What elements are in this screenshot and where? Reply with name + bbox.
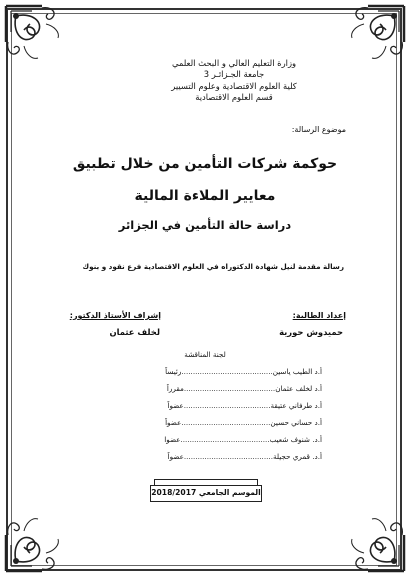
thesis-title-line-1: حوكمة شركات التأمين من خلال تطبيق [72,156,338,172]
corner-ornament-bottom-right [342,509,408,575]
committee-member [116,418,322,427]
institution-header [170,58,298,104]
committee-member [116,367,322,376]
subject-label: موضوع الرسالة: [291,125,346,134]
thesis-statement: رسالة مقدمة لنيل شهادة الدكتوراه في العلوم الاقتصادية فرع نقود و بنوك [82,262,344,271]
committee-title: لجنة المناقشة [184,350,226,359]
member-name: أ.د الطيب ياسين [272,367,322,376]
supervisor-label: إشراف الأستاذ الدكتور: [69,311,161,320]
member-name: أ.د طرفاني عتيقة [270,401,322,410]
member-name: أ.د. قمري حجيلة [272,452,322,461]
supervisor-name: لخلف عثمان [109,327,160,337]
thesis-subtitle: دراسة حالة التأمين في الجزائر [118,218,292,232]
member-name: أ.د لخلف عثمان [275,384,322,393]
corner-ornament-top-left [2,2,68,68]
member-role: عضوا [164,435,181,444]
corner-ornament-bottom-left [2,509,68,575]
faculty-line: كلية العلوم الاقتصادية وعلوم التسيير [171,80,297,91]
member-role: عضواً [165,418,182,427]
member-name: أ.د. شنوف شعيب [269,435,322,444]
thesis-title-line-2: معايير الملاءة المالية [134,188,276,204]
department-line: قسم العلوم الاقتصادية [195,92,273,103]
member-dots: ....................................... [181,418,271,427]
committee-member [116,435,322,444]
member-dots: ........................................ [181,367,273,376]
member-name: أ.د حساني حسين [270,418,322,427]
member-role: عضواً [167,452,184,461]
committee-member [116,384,322,393]
committee-member [116,401,322,410]
member-dots: ...................................... [183,401,271,410]
member-dots: ....................................... [183,452,273,461]
member-role: عضواً [167,401,184,410]
member-dots: ....................................... [180,435,270,444]
academic-year-box: الموسم الجامعي 2018/2017 [150,485,262,502]
committee-member [116,452,322,461]
member-dots: ........................................ [183,384,276,393]
prepared-by-label: إعداد الطالبة: [292,311,346,320]
member-role: رئيساً [165,367,182,376]
member-role: مقرراً [166,384,184,393]
ministry-line: وزارة التعليم العالي و البحث العلمي [171,58,297,68]
student-name: حميدوش حورية [279,327,343,337]
corner-ornament-top-right [342,2,408,68]
university-line: جامعة الجـزائـر 3 [203,69,265,80]
